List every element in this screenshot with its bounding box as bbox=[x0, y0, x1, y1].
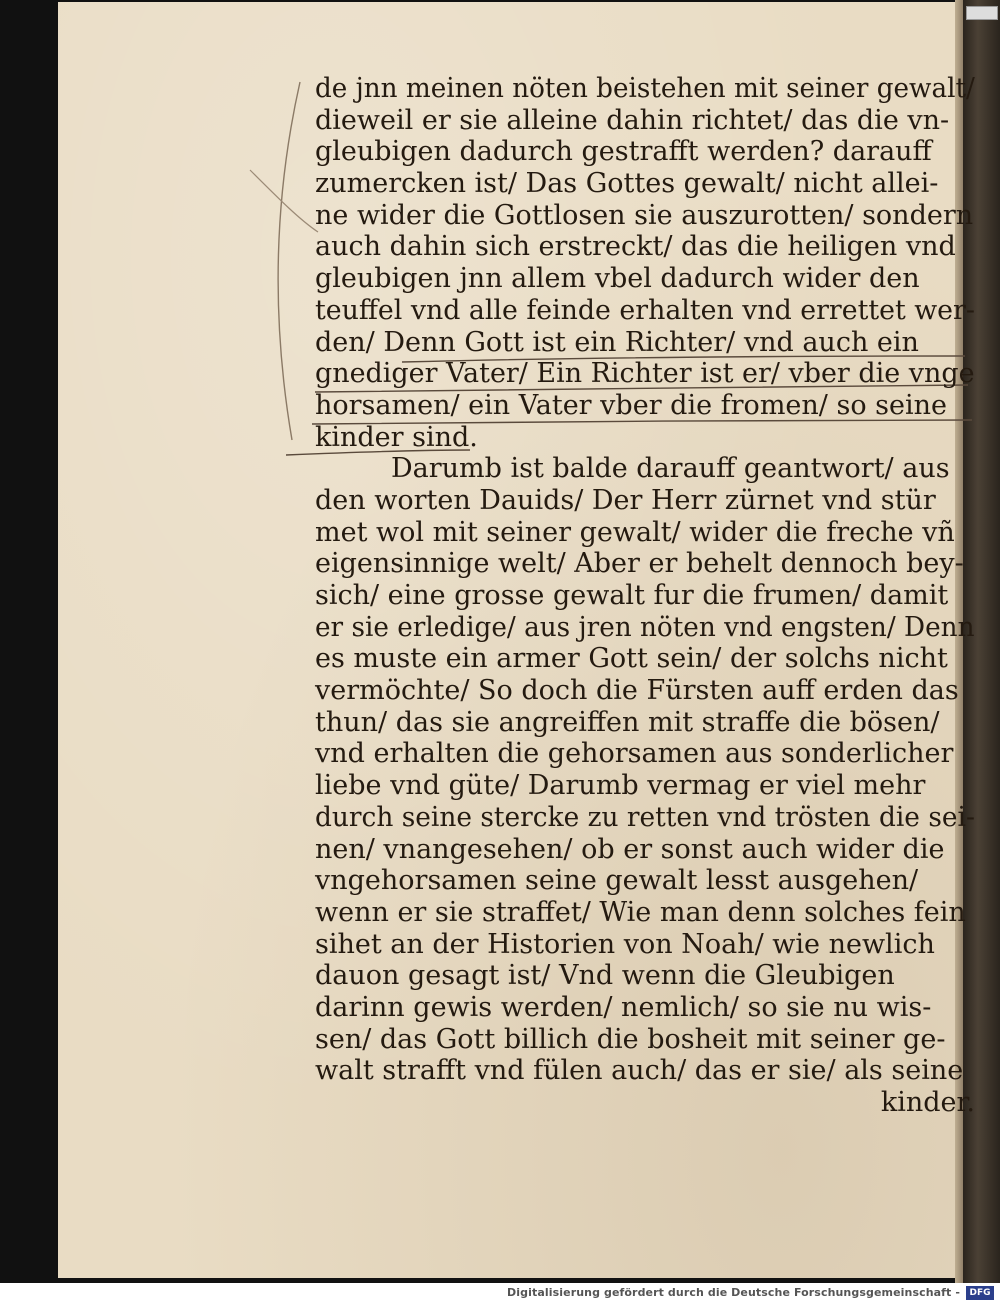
text-line: es muste ein armer Gott sein/ der solchs nicht bbox=[315, 643, 948, 675]
text-line: wenn er sie straffet/ Wie man denn solches fein bbox=[315, 896, 966, 928]
text-line: er sie erledige/ aus jren nöten vnd engsten/ Denn bbox=[315, 611, 975, 643]
text-line: durch seine stercke zu retten vnd trösten die sei- bbox=[315, 801, 975, 833]
text-line: vnd erhalten die gehorsamen aus sonderlicher bbox=[315, 738, 954, 770]
text-line: auch dahin sich erstreckt/ das die heiligen vnd bbox=[315, 231, 956, 263]
body-text bbox=[315, 73, 975, 1119]
text-line: gleubigen jnn allem vbel dadurch wider den bbox=[315, 263, 920, 295]
text-line: gleubigen dadurch gestrafft werden? darauff bbox=[315, 136, 932, 168]
text-line: walt strafft vnd fülen auch/ das er sie/ als seine bbox=[315, 1055, 964, 1087]
text-line: kinder sind. bbox=[315, 421, 478, 453]
catchword: kinder. bbox=[880, 1087, 975, 1118]
text-line: zumercken ist/ Das Gottes gewalt/ nicht allei- bbox=[315, 168, 939, 200]
text-line: sen/ das Gott billich die bosheit mit seiner ge- bbox=[315, 1023, 946, 1055]
text-line: den/ Denn Gott ist ein Richter/ vnd auch ein bbox=[315, 326, 919, 358]
text-line: de jnn meinen nöten beistehen mit seiner gewalt/ bbox=[315, 73, 975, 104]
dfg-logo[interactable]: DFG bbox=[966, 1286, 994, 1300]
text-line: vngehorsamen seine gewalt lesst ausgehen/ bbox=[315, 865, 919, 897]
text-line: eigensinnige welt/ Aber er behelt dennoch bey- bbox=[315, 548, 964, 580]
text-line: sich/ eine grosse gewalt fur die frumen/ damit bbox=[315, 580, 949, 611]
text-line: teuffel vnd alle feinde erhalten vnd errettet wer- bbox=[315, 294, 975, 326]
text-line: gnediger Vater/ Ein Richter ist er/ vber die vnge bbox=[315, 358, 975, 390]
text-line: darinn gewis werden/ nemlich/ so sie nu wis- bbox=[315, 991, 932, 1023]
text-line: met wol mit seiner gewalt/ wider die freche vñ bbox=[315, 516, 955, 548]
text-line: den worten Dauids/ Der Herr zürnet vnd stür bbox=[315, 484, 936, 516]
text-line: vermöchte/ So doch die Fürsten auff erden das bbox=[315, 675, 959, 707]
text-line: liebe vnd güte/ Darumb vermag er viel mehr bbox=[315, 770, 926, 802]
text-line: nen/ vnangesehen/ ob er sonst auch wider die bbox=[315, 833, 945, 865]
paragraph-start-line: Darumb ist balde darauff geantwort/ aus bbox=[391, 453, 950, 485]
text-line: ne wider die Gottlosen sie auszurotten/ sondern bbox=[315, 199, 974, 231]
text-line: dauon gesagt ist/ Vnd wenn die Gleubigen bbox=[315, 960, 895, 992]
text-line: sihet an der Historien von Noah/ wie newlich bbox=[315, 928, 935, 960]
text-line: dieweil er sie alleine dahin richtet/ das die vn- bbox=[315, 104, 950, 136]
funding-notice: Digitalisierung gefördert durch die Deutsche Forschungsgemeinschaft - bbox=[507, 1286, 960, 1299]
scan-marker bbox=[966, 6, 998, 20]
footer-bar bbox=[0, 1283, 1000, 1303]
text-line: horsamen/ ein Vater vber die fromen/ so seine bbox=[315, 389, 947, 421]
text-line: thun/ das sie angreiffen mit straffe die bösen/ bbox=[315, 706, 940, 738]
